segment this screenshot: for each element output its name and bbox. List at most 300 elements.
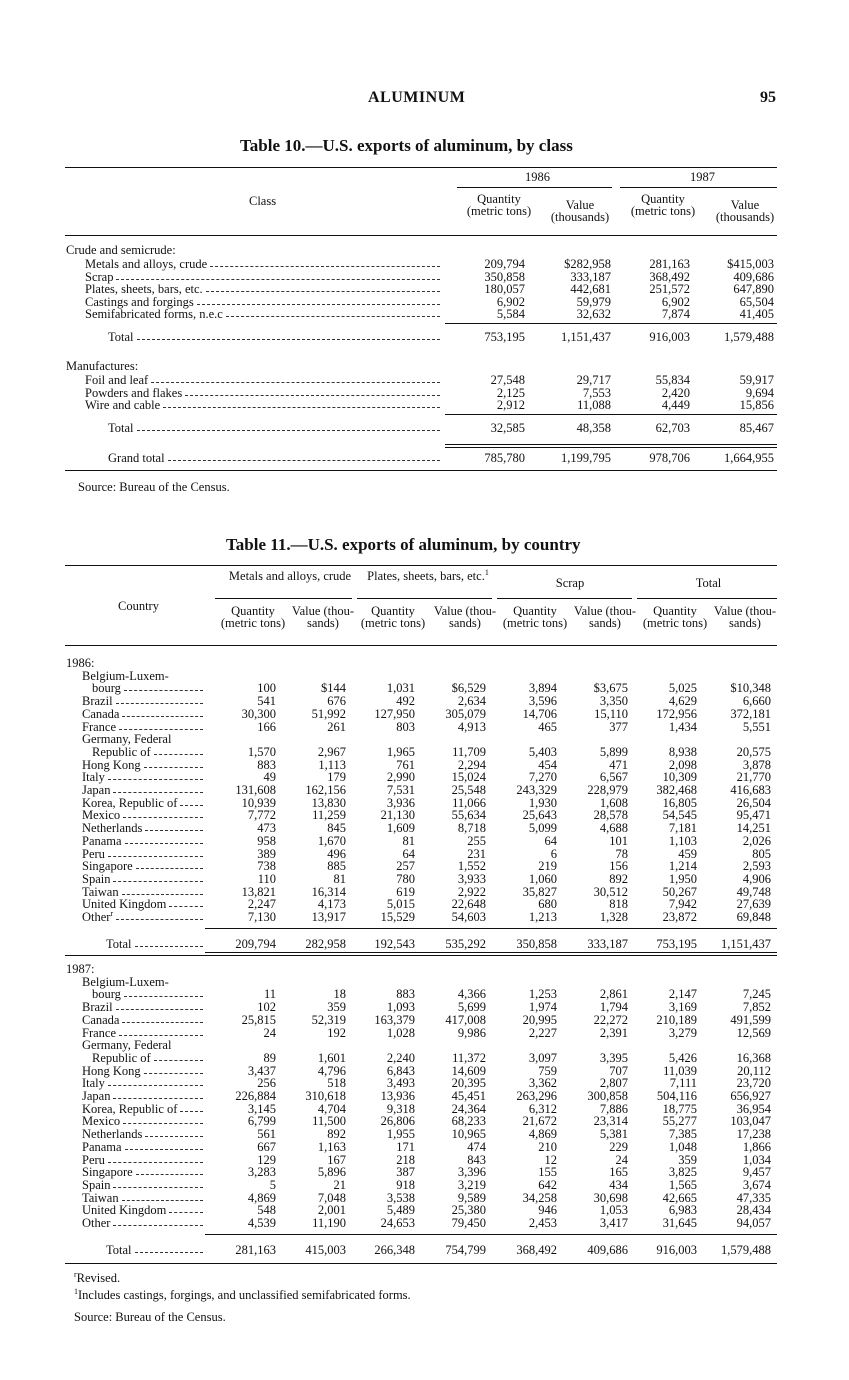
cell-value: $10,348 [730,681,771,696]
dot-leader [145,1136,203,1137]
row-label: France [82,1025,117,1040]
cell-value: 738 [257,859,276,874]
cell-value: 52,319 [311,1012,346,1027]
cell-value: 24,653 [380,1216,415,1230]
dot-leader [113,1187,203,1188]
cell-value: 51,992 [311,706,346,721]
cell-value: 5 [269,1177,276,1192]
cell-value: 885 [327,859,346,874]
row-label: Taiwan [82,1190,119,1205]
cell-value: 1,028 [386,1025,415,1040]
table11-top-rule [65,565,777,566]
row-label: France [82,719,117,734]
section-rule [205,952,777,953]
cell-value: 389 [257,846,276,861]
row-label: Hong Kong [82,1063,141,1078]
cell-value: 1,434 [668,719,697,734]
row-label: Brazil [82,1000,113,1015]
cell-value: 387 [396,1165,415,1180]
cell-value: 1,328 [599,910,628,924]
cell-value: 1,552 [457,859,486,874]
cell-value: 49,748 [736,884,771,899]
cell-value: 179 [327,770,346,785]
cell-value: 2,807 [599,1076,628,1091]
cell-value: 7,245 [742,987,771,1002]
dot-leader [124,690,203,691]
row-label: Taiwan [82,884,119,899]
country-column-header: Country [118,599,159,613]
cell-value: 471 [609,757,628,772]
row-label: Germany, Federal [82,1038,172,1053]
cell-value: $3,675 [593,681,628,696]
running-header-title: ALUMINUM [368,89,466,106]
cell-value: 30,300 [241,706,276,721]
cell-value: 6,983 [668,1203,697,1218]
dot-leader [123,1123,203,1124]
year-underline [620,187,777,188]
dot-leader [210,266,440,267]
column-header: Value (thou- sands) [573,604,637,630]
cell-value: 7,942 [668,897,697,912]
cell-value: 300,858 [587,1089,628,1103]
grand-total-value: 1,199,795 [561,451,611,465]
cell-value: 14,609 [451,1063,486,1078]
cell-value: 21,770 [736,770,771,785]
cell-value: 22,648 [451,897,486,912]
cell-value: 59,979 [576,294,611,309]
cell-value: 3,894 [528,681,557,696]
page-number: 95 [760,89,776,106]
row-label: Belgium-Luxem- [82,668,169,683]
cell-value: 454 [538,757,557,772]
dot-leader [169,906,203,907]
cell-value: 11,259 [312,808,346,823]
dot-leader [137,339,440,340]
cell-value: 2,227 [528,1025,557,1040]
cell-value: 5,699 [457,1000,486,1015]
total-value: 85,467 [739,420,774,435]
cell-value: 5,025 [668,681,697,696]
cell-value: 656,927 [730,1089,771,1103]
row-label: Semifabricated forms, n.e.c [85,307,223,322]
cell-value: $6,529 [451,681,486,696]
cell-value: 16,368 [736,1050,771,1065]
cell-value: 11,039 [663,1063,697,1078]
total-value: 32,585 [490,420,525,435]
cell-value: 4,449 [661,398,690,413]
dot-leader [125,843,203,844]
cell-value: 167 [327,1152,346,1167]
cell-value: 5,584 [496,307,525,322]
total-value: 1,579,488 [721,1243,771,1257]
group-underline [497,598,632,599]
cell-value: 372,181 [730,706,771,721]
grand-total-rule [445,444,777,445]
column-header: Quantity (metric tons) [642,604,708,630]
cell-value: 219 [538,859,557,874]
cell-value: 36,954 [736,1101,771,1116]
cell-value: 89 [263,1050,276,1065]
cell-value: 4,539 [247,1216,276,1230]
cell-value: 434 [609,1177,628,1192]
cell-value: 25,380 [451,1203,486,1218]
row-label: Mexico [82,1114,121,1129]
cell-value: 23,314 [593,1114,628,1129]
dot-leader [154,754,203,755]
cell-value: 382,468 [656,783,697,797]
dot-leader [154,1060,203,1061]
cell-value: 2,247 [247,897,276,912]
total-label: Total [106,1243,132,1257]
row-label: Panama [82,833,122,848]
cell-value: 3,350 [599,694,628,709]
footnote-marker: r [110,908,114,918]
cell-value: 4,704 [317,1101,346,1116]
column-header: Quantity (metric tons) [360,604,426,630]
cell-value: 42,665 [662,1190,697,1205]
table10-bottom-rule [65,470,777,471]
year-heading: 1987: [66,962,95,976]
cell-value: 8,718 [457,821,486,836]
cell-value: 7,772 [247,808,276,823]
total-value: 192,543 [374,937,415,951]
cell-value: 11,066 [452,795,486,810]
cell-value: 465 [538,719,557,734]
row-label: Powders and flakes [85,385,183,400]
grand-total-value: 1,664,955 [724,451,774,465]
row-label: Netherlands [82,1127,143,1142]
table10-top-rule [65,167,777,168]
cell-value: 1,034 [742,1152,771,1167]
total-value: 48,358 [576,420,611,435]
class-column-header: Class [249,194,277,208]
cell-value: 377 [609,719,628,734]
cell-value: 41,405 [739,307,774,322]
row-label-cont: Republic of [92,1050,151,1065]
cell-value: $282,958 [564,257,611,271]
cell-value: 305,079 [445,706,486,721]
dot-leader [226,316,440,317]
cell-value: 3,145 [247,1101,276,1116]
cell-value: 3,933 [457,871,486,886]
column-header: Value (thousands) [550,198,610,224]
cell-value: 1,213 [528,910,557,924]
cell-value: 3,538 [386,1190,415,1205]
cell-value: 541 [257,694,276,709]
cell-value: 707 [609,1063,628,1078]
cell-value: 25,548 [451,783,486,797]
cell-value: 4,688 [599,821,628,836]
row-label: Italy [82,770,105,785]
cell-value: 25,815 [241,1012,276,1027]
cell-value: 1,930 [528,795,557,810]
cell-value: 24,364 [451,1101,486,1116]
dot-leader [136,868,203,869]
cell-value: 4,913 [457,719,486,734]
cell-value: 16,314 [311,884,346,899]
cell-value: 1,113 [318,757,346,772]
cell-value: 7,130 [247,910,276,924]
row-label: Korea, Republic of [82,795,178,810]
cell-value: 2,026 [742,833,771,848]
dot-leader [137,430,440,431]
row-label: Italy [82,1076,105,1091]
row-label: Brazil [82,694,113,709]
cell-value: 3,417 [599,1216,628,1230]
cell-value: 780 [396,871,415,886]
cell-value: 55,277 [662,1114,697,1129]
cell-value: 12,569 [736,1025,771,1040]
cell-value: 647,890 [733,282,774,297]
cell-value: 2,098 [668,757,697,772]
cell-value: 18 [333,987,346,1002]
dot-leader [122,1200,203,1201]
dot-leader [180,1111,203,1112]
total-value: 281,163 [235,1243,276,1257]
cell-value: $144 [321,681,346,696]
cell-value: 883 [396,987,415,1002]
cell-value: 229 [609,1139,628,1154]
cell-value: 4,869 [528,1127,557,1142]
cell-value: 54,603 [451,910,486,924]
section-heading: Manufactures: [66,359,139,373]
cell-value: 78 [615,846,628,861]
dot-leader [136,1174,203,1175]
cell-value: 5,426 [668,1050,697,1065]
cell-value: 64 [544,833,557,848]
cell-value: 805 [752,846,771,861]
dot-leader [135,946,203,947]
cell-value: 55,834 [655,373,690,387]
total-value: 754,799 [445,1243,486,1257]
cell-value: 2,922 [457,884,486,899]
cell-value: 9,318 [386,1101,415,1116]
total-value: 62,703 [655,420,690,435]
cell-value: 4,173 [317,897,346,912]
cell-value: 409,686 [733,269,774,284]
cell-value: 5,015 [386,897,415,912]
row-label: Other$^r$ [82,908,114,924]
column-header: Quantity (metric tons) [502,604,568,630]
dot-leader [113,1098,203,1099]
cell-value: 65,504 [739,294,774,309]
total-value: 916,003 [656,1243,697,1257]
subtotal-rule [445,323,777,324]
group-underline [637,598,777,599]
cell-value: 892 [609,871,628,886]
dot-leader [168,460,440,461]
cell-value: 2,861 [599,987,628,1002]
column-group-header: Metals and alloys, crude [228,569,352,583]
cell-value: 491,599 [730,1012,771,1027]
row-label: Scrap [85,269,114,284]
cell-value: 3,596 [528,694,557,709]
cell-value: 165 [609,1165,628,1180]
cell-value: 101 [609,833,628,848]
cell-value: 20,995 [522,1012,557,1027]
row-label: Netherlands [82,821,143,836]
cell-value: 3,936 [386,795,415,810]
total-value: 266,348 [374,1243,415,1257]
cell-value: 1,670 [317,833,346,848]
footnote-text: Includes castings, forgings, and unclassified semifabricated forms. [78,1288,411,1302]
cell-value: 5,551 [742,719,771,734]
cell-value: 310,618 [305,1089,346,1103]
cell-value: 192 [327,1025,346,1040]
cell-value: 18,775 [662,1101,697,1116]
cell-value: 2,001 [317,1203,346,1218]
cell-value: 263,296 [516,1089,557,1103]
cell-value: 24 [263,1025,276,1040]
cell-value: 29,717 [576,373,611,387]
total-label: Total [108,420,134,435]
cell-value: 3,437 [247,1063,276,1078]
row-label: United Kingdom [82,897,167,912]
year-label: 1986 [525,170,550,184]
cell-value: 7,874 [661,307,690,322]
cell-value: 49 [263,770,276,785]
grand-total-label: Grand total [108,451,165,465]
cell-value: 473 [257,821,276,836]
total-value: 368,492 [516,1243,557,1257]
row-label: Canada [82,706,120,721]
cell-value: 16,805 [662,795,697,810]
cell-value: 1,048 [668,1139,697,1154]
row-label: Panama [82,1139,122,1154]
dot-leader [122,716,203,717]
row-label: Germany, Federal [82,732,172,747]
cell-value: 23,720 [736,1076,771,1091]
cell-value: 11 [263,987,276,1002]
cell-value: 25,643 [522,808,557,823]
total-value: 350,858 [516,937,557,951]
cell-value: 12 [544,1152,557,1167]
cell-value: 94,057 [736,1216,771,1230]
cell-value: 28,434 [736,1203,771,1218]
total-value: 333,187 [587,937,628,951]
cell-value: 1,103 [668,833,697,848]
cell-value: 548 [257,1203,276,1218]
cell-value: 892 [327,1127,346,1142]
cell-value: 171 [396,1139,415,1154]
cell-value: 416,683 [730,783,771,797]
dot-leader [151,382,440,383]
total-value: 1,579,488 [724,330,774,344]
cell-value: 958 [257,833,276,848]
cell-value: 21 [333,1177,346,1192]
dot-leader [108,1085,203,1086]
grand-total-value: 978,706 [649,451,690,465]
cell-value: 28,578 [593,808,628,823]
cell-value: 680 [538,897,557,912]
cell-value: 9,457 [742,1165,771,1180]
cell-value: 5,403 [528,744,557,759]
dot-leader [206,291,440,292]
cell-value: 946 [538,1203,557,1218]
cell-value: 2,990 [386,770,415,785]
total-value: 409,686 [587,1243,628,1257]
row-label: Belgium-Luxem- [82,974,169,989]
year-heading: 1986: [66,656,95,670]
cell-value: 6,843 [386,1063,415,1078]
footnote-marker: 1 [74,1286,78,1296]
row-label: Mexico [82,808,121,823]
cell-value: 163,379 [374,1012,415,1027]
cell-value: 5,489 [386,1203,415,1218]
cell-value: 2,634 [457,694,486,709]
cell-value: 13,830 [311,795,346,810]
cell-value: 13,936 [380,1089,415,1103]
dot-leader [119,1035,203,1036]
cell-value: 2,420 [661,385,690,400]
cell-value: 1,965 [386,744,415,759]
cell-value: 35,827 [522,884,557,899]
header-bottom-rule [65,645,777,646]
cell-value: 5,381 [599,1127,628,1142]
cell-value: 1,866 [742,1139,771,1154]
cell-value: 667 [257,1139,276,1154]
dot-leader [116,919,203,920]
dot-leader [144,1073,203,1074]
cell-value: 676 [327,694,346,709]
cell-value: 11,190 [312,1216,346,1230]
dot-leader [163,407,440,408]
cell-value: 162,156 [305,783,346,797]
total-label: Total [108,330,134,344]
cell-value: 226,884 [235,1089,276,1103]
cell-value: 95,471 [736,808,771,823]
cell-value: 3,825 [668,1165,697,1180]
header-bottom-rule [65,235,777,236]
cell-value: 1,794 [599,1000,628,1015]
cell-value: 7,553 [582,385,611,400]
row-label: Foil and leaf [85,373,149,387]
table11-title: Table 11.—U.S. exports of aluminum, by country [226,535,581,554]
row-label: Korea, Republic of [82,1101,178,1116]
total-value: 753,195 [656,937,697,951]
cell-value: 4,629 [668,694,697,709]
cell-value: 7,852 [742,1000,771,1015]
row-label: Japan [82,1089,111,1103]
footnote [74,1271,120,1286]
row-label: Peru [82,846,105,861]
column-group-header: Scrap [555,576,585,590]
cell-value: 459 [678,846,697,861]
column-header: Value (thou- sands) [291,604,355,630]
row-label: Singapore [82,1165,133,1180]
table11-source: Source: Bureau of the Census. [74,1310,226,1324]
row-label: Peru [82,1152,105,1167]
cell-value: 20,112 [737,1063,771,1078]
cell-value: 103,047 [730,1114,771,1129]
row-label-cont: bourg [92,987,121,1002]
cell-value: 231 [467,846,486,861]
cell-value: 131,608 [235,783,276,797]
cell-value: 843 [467,1152,486,1167]
cell-value: 23,872 [662,910,697,924]
cell-value: 1,253 [528,987,557,1002]
dot-leader [185,395,440,396]
cell-value: 68,233 [451,1114,486,1129]
cell-value: 11,372 [452,1050,486,1065]
total-value: 1,151,437 [721,937,771,951]
cell-value: 155 [538,1165,557,1180]
group-underline [357,598,492,599]
year-label: 1987 [690,170,715,184]
dot-leader [116,1009,203,1010]
footnote-marker: r [74,1269,77,1279]
cell-value: 11,709 [452,744,486,759]
